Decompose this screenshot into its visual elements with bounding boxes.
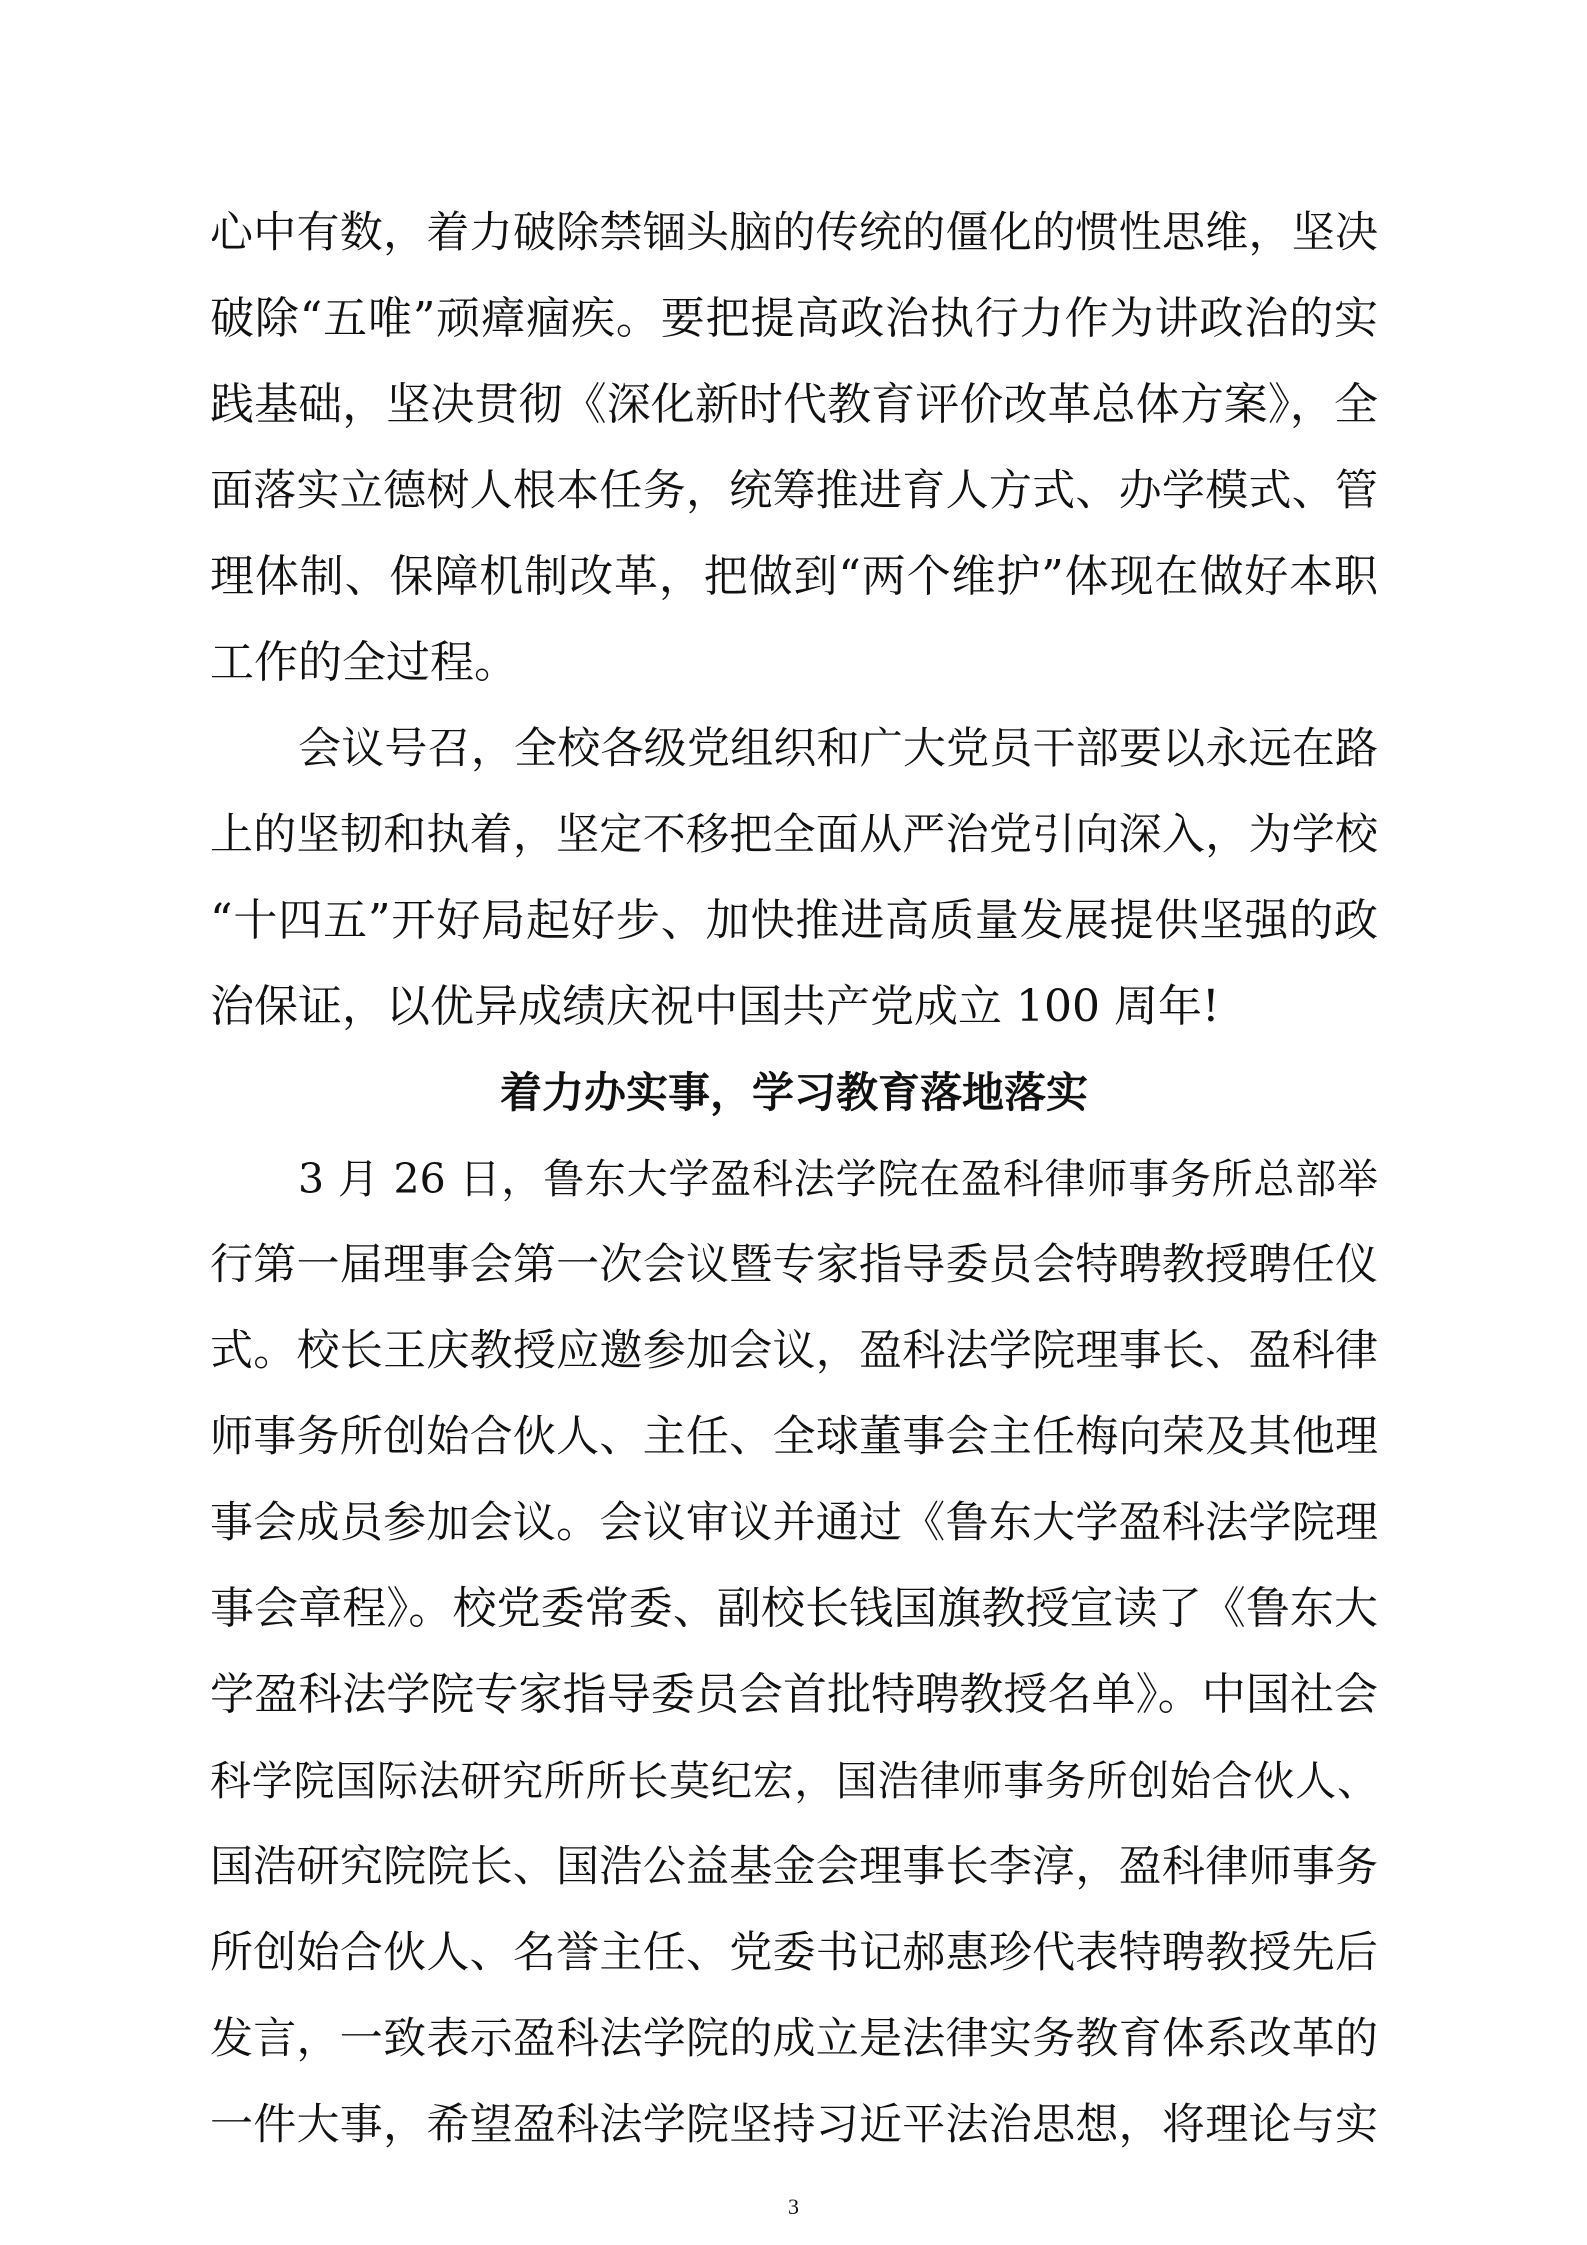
paragraph-1-line-4: 面落实立德树人根本任务，统筹推进育人方式、办学模式、管 [210,466,1378,516]
paragraph-3-line-7: 学盈科法学院专家指导委员会首批特聘教授名单》。中国社会 [210,1669,1378,1720]
page-number: 3 [788,2194,799,2219]
paragraph-3-line-11: 发言，一致表示盈科法学院的成立是法律实务教育体系改革的 [210,2014,1378,2064]
paragraph-3-line-10: 所创始合伙人、名誉主任、党委书记郝惠珍代表特聘教授先后 [210,1928,1378,1978]
paragraph-1-line-1: 心中有数，着力破除禁锢头脑的传统的僵化的惯性思维，坚决 [210,208,1378,258]
paragraph-1-line-2: 破除“五唯”顽瘴痼疾。要把提高政治执行力作为讲政治的实 [210,293,1378,344]
paragraph-1-line-5: 理体制、保障机制改革，把做到“两个维护”体现在做好本职 [210,551,1378,602]
paragraph-3-line-4: 师事务所创始合伙人、主任、全球董事会主任梅向荣及其他理 [210,1412,1378,1462]
paragraph-3-line-6: 事会章程》。校党委常委、副校长钱国旗教授宣读了《鲁东大 [210,1583,1378,1634]
paragraph-1-line-3: 践基础，坚决贯彻《深化新时代教育评价改革总体方案》，全 [210,379,1378,430]
paragraph-3-line-8: 科学院国际法研究所所长莫纪宏，国浩律师事务所创始合伙人、 [210,1757,1378,1805]
paragraph-3-line-2: 行第一届理事会第一次会议暨专家指导委员会特聘教授聘任仪 [210,1240,1378,1290]
section-heading: 着力办实事，学习教育落地落实 [499,1068,1088,1117]
paragraph-2-line-2: 上的坚韧和执着，坚定不移把全面从严治党引向深入，为学校 [210,810,1378,860]
paragraph-1-line-6: 工作的全过程。 [210,637,518,688]
paragraph-2-line-3: “十四五”开好局起好步、加快推进高质量发展提供坚强的政 [210,895,1378,946]
paragraph-2-line-1: 会议号召，全校各级党组织和广大党员干部要以永远在路 [298,724,1378,774]
paragraph-3-line-3: 式。校长王庆教授应邀参加会议，盈科法学院理事长、盈科律 [210,1326,1378,1376]
paragraph-3-line-9: 国浩研究院院长、国浩公益基金会理事长李淳，盈科律师事务 [210,1842,1378,1892]
paragraph-3-line-5: 事会成员参加会议。会议审议并通过《鲁东大学盈科法学院理 [210,1498,1378,1548]
paragraph-3-line-1: 3 月 26 日，鲁东大学盈科法学院在盈科律师事务所总部举 [298,1155,1378,1203]
paragraph-3-line-12: 一件大事，希望盈科法学院坚持习近平法治思想，将理论与实 [210,2100,1378,2150]
paragraph-2-line-4: 治保证，以优异成绩庆祝中国共产党成立 100 周年! [210,981,1220,1032]
